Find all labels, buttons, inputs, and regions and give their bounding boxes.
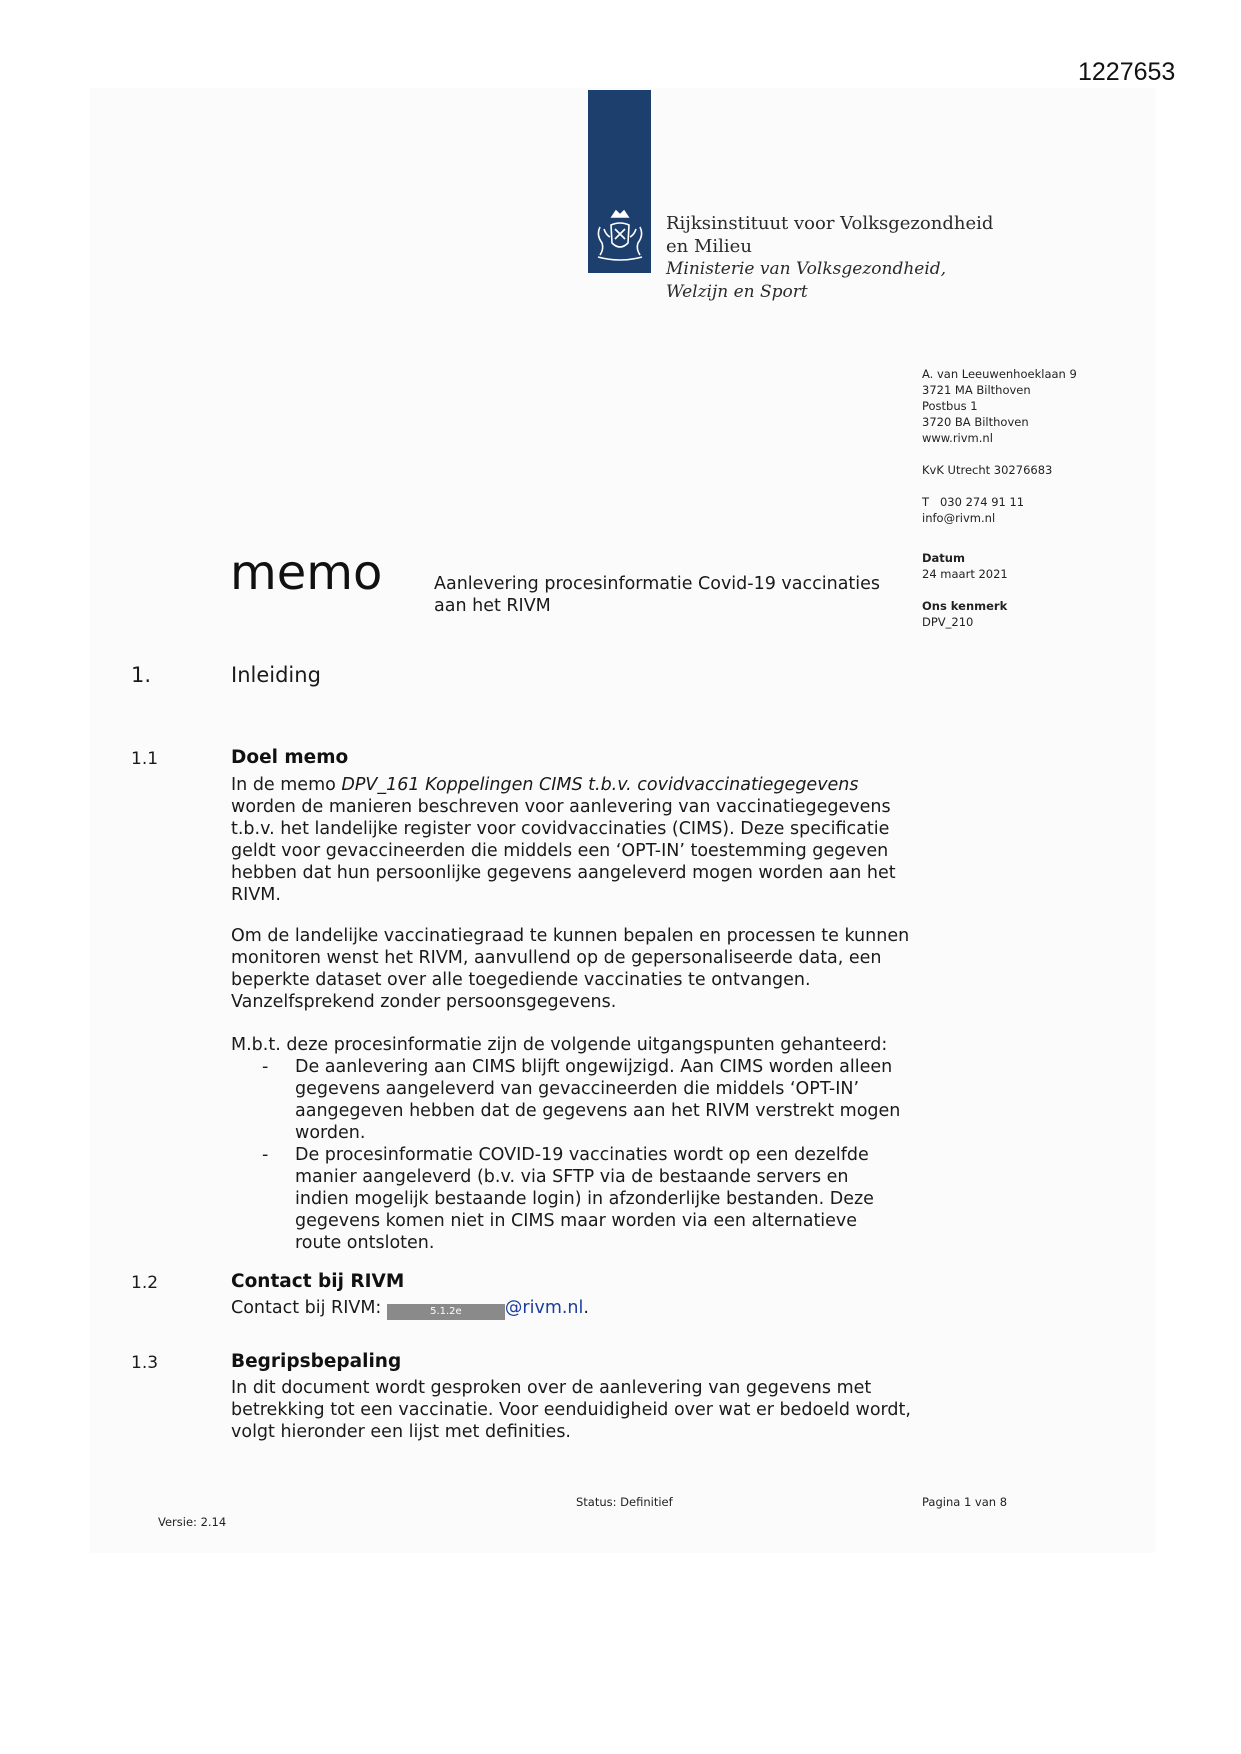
- list-item-text: De procesinformatie COVID-19 vaccinaties wordt op een dezelfde manier aangeleverd (b.v. via SFTP via de bestaande servers en indien mogelijk bestaande login) in afzonderlijke bestanden. Deze gegevens komen niet in CIMS maar worden via een alternatieve route ontsloten.: [295, 1145, 874, 1253]
- address-postbus-city: 3720 BA Bilthoven: [922, 415, 1029, 429]
- section-1-1-number: 1.1: [131, 749, 159, 769]
- address-block: [922, 366, 1077, 446]
- organisation-line-1: Rijksinstituut voor Volksgezondheid: [666, 213, 994, 234]
- section-1-3-title: Begripsbepaling: [231, 1351, 402, 1372]
- kvk-number: KvK Utrecht 30276683: [922, 463, 1053, 477]
- date-block: [922, 550, 1008, 582]
- section-1-1-paragraph-3: M.b.t. deze procesinformatie zijn de volgende uitgangspunten gehanteerd:: [231, 1035, 888, 1055]
- p1-prefix: In de memo: [231, 775, 342, 795]
- footer-page-number: Pagina 1 van 8: [922, 1495, 1008, 1509]
- website-link[interactable]: www.rivm.nl: [922, 431, 993, 445]
- bullet-dash: -: [262, 1057, 269, 1077]
- section-1-1-title: Doel memo: [231, 747, 349, 768]
- reference-block: [922, 598, 1007, 630]
- organisation-name: [666, 212, 993, 304]
- email-link[interactable]: info@rivm.nl: [922, 511, 996, 525]
- principles-list: [262, 1056, 902, 1254]
- redaction-box: 5.1.2e: [387, 1304, 505, 1320]
- reference-value: DPV_210: [922, 615, 974, 629]
- coat-of-arms-icon: [590, 205, 650, 267]
- organisation-line-2: en Milieu: [666, 236, 752, 257]
- reference-label: Ons kenmerk: [922, 599, 1008, 613]
- section-1-1-paragraph-1: [231, 774, 911, 906]
- document-number: 1227653: [1078, 58, 1176, 86]
- list-item: [262, 1144, 902, 1254]
- memo-subject: [434, 573, 880, 617]
- ministry-line-1: Ministerie van Volksgezondheid,: [666, 259, 947, 279]
- address-postbus: Postbus 1: [922, 399, 978, 413]
- date-label: Datum: [922, 551, 965, 565]
- contact-email-link[interactable]: @rivm.nl: [504, 1298, 584, 1318]
- section-1-title: Inleiding: [231, 663, 321, 687]
- ministry-line-2: Welzijn en Sport: [666, 282, 808, 302]
- memo-heading: memo: [230, 545, 383, 601]
- list-item-text: De aanlevering aan CIMS blijft ongewijzigd. Aan CIMS worden alleen gegevens aangeleverd van gevaccineerden die middels ‘OPT-IN’ aangegeven hebben dat de gegevens aan het RIVM verstrekt mogen worden.: [295, 1057, 901, 1143]
- section-1-number: 1.: [131, 663, 152, 687]
- subject-line-2: aan het RIVM: [434, 596, 551, 616]
- section-1-1-paragraph-2: Om de landelijke vaccinatiegraad te kunnen bepalen en processen te kunnen monitoren wenst het RIVM, aanvullend op de gepersonaliseerde data, een beperkte dataset over alle toegediende vaccinaties te ontvangen. Vanzelfsprekend zonder persoonsgegevens.: [231, 926, 910, 1012]
- address-street: A. van Leeuwenhoeklaan 9: [922, 367, 1077, 381]
- date-value: 24 maart 2021: [922, 567, 1008, 581]
- contact-period: .: [583, 1298, 589, 1318]
- bullet-dash: -: [262, 1145, 269, 1165]
- referenced-memo-title: DPV_161 Koppelingen CIMS t.b.v. covidvaccinatiegegevens: [341, 775, 859, 795]
- list-item: [262, 1056, 902, 1144]
- section-1-3-paragraph: In dit document wordt gesproken over de aanlevering van gegevens met betrekking tot een vaccinatie. Voor eenduidigheid over wat er bedoeld wordt, volgt hieronder een lijst met definities.: [231, 1378, 911, 1442]
- footer-version: Versie: 2.14: [158, 1515, 227, 1529]
- subject-line-1: Aanlevering procesinformatie Covid-19 vaccinaties: [434, 574, 881, 594]
- contact-block: [922, 494, 1024, 526]
- p1-rest: worden de manieren beschreven voor aanlevering van vaccinatiegegevens t.b.v. het landelijke register voor covidvaccinaties (CIMS). Deze specificatie geldt voor gevaccineerden die middels een ‘OPT-IN’ toestemming gegeven hebben dat hun persoonlijke gegevens aangeleverd mogen worden aan het RIVM.: [231, 797, 896, 905]
- contact-line: [231, 1297, 911, 1320]
- section-1-2-title: Contact bij RIVM: [231, 1271, 405, 1292]
- section-1-3-number: 1.3: [131, 1353, 159, 1373]
- footer-status: Status: Definitief: [576, 1495, 673, 1509]
- phone-number: T 030 274 91 11: [922, 495, 1025, 509]
- section-1-2-number: 1.2: [131, 1273, 159, 1293]
- contact-label: Contact bij RIVM:: [231, 1298, 387, 1318]
- address-postcode: 3721 MA Bilthoven: [922, 383, 1031, 397]
